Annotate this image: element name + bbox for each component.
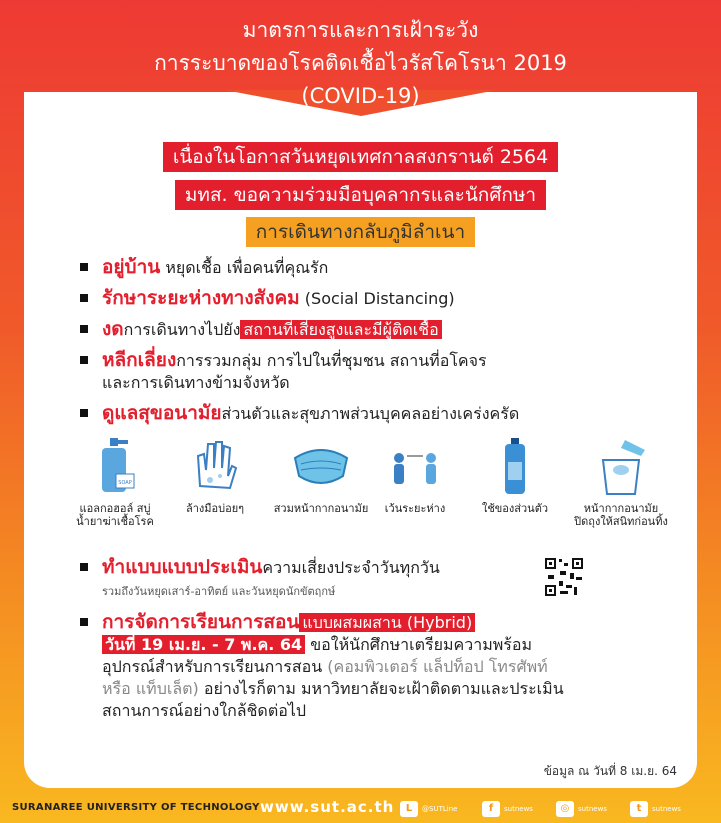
banner-cooperation: มทส. ขอความร่วมมือบุคลากรและนักศึกษา	[0, 180, 721, 210]
bin-icon: หน้ากากอนามัย ปิดถุงให้สนิทก่อนทิ้ง	[566, 436, 676, 528]
banner-travel-home: การเดินทางกลับภูมิลำเนา	[0, 217, 721, 247]
twitter-icon: t	[630, 801, 648, 817]
bottle-icon: ใช้ของส่วนตัว	[460, 436, 570, 515]
svg-text:SOAP: SOAP	[118, 480, 132, 486]
list-item: อยู่บ้าน หยุดเชื้อ เพื่อคนที่คุณรัก	[80, 256, 680, 279]
facebook-icon: f	[482, 801, 500, 817]
assessment-list	[80, 556, 680, 730]
instagram-icon: ◎	[556, 801, 574, 817]
mask-icon: สวมหน้ากากอนามัย	[266, 436, 376, 515]
title-line-1: มาตรการและการเฝ้าระวัง	[242, 18, 479, 42]
title-line-3: (COVID-19)	[301, 84, 420, 108]
instagram-link[interactable]: ◎ sutnews	[556, 800, 607, 818]
footer	[0, 796, 721, 823]
banner-songkran: เนื่องในโอกาสวันหยุดเทศกาลสงกรานต์ 2564	[0, 142, 721, 172]
distance-icon: เว้นระยะห่าง	[360, 436, 470, 515]
list-item: งดการเดินทางไปยัง สถานที่เสี่ยงสูงและมีผู้ติดเชื้อ	[80, 318, 680, 341]
info-date: ข้อมูล ณ วันที่ 8 เม.ย. 64	[543, 764, 677, 778]
hygiene-icons	[40, 436, 690, 546]
list-item: ทำแบบแบบประเมินความเสี่ยงประจำวันทุกวัน รวมถึงวันหยุดเสาร์-อาทิตย์ และวันหยุดนักขัตฤกษ์	[80, 556, 680, 603]
facebook-link[interactable]: f sutnews	[482, 800, 533, 818]
hand-wash-icon: ล้างมือบ่อยๆ	[160, 436, 270, 515]
page-title	[0, 14, 721, 113]
sanitizer-icon: SOAP แอลกอฮอล์ สบู่ น้ำยาฆ่าเชื้อโรค	[60, 436, 170, 528]
website-link[interactable]: www.sut.ac.th	[260, 798, 395, 816]
line-icon: L	[400, 801, 418, 817]
line-link[interactable]: L @SUTLine	[400, 800, 457, 818]
measure-list	[80, 256, 680, 433]
list-item: หลีกเลี่ยงการรวมกลุ่ม การไปในที่ชุมชน สถานที่อโคจร และการเดินทางข้ามจังหวัด	[80, 349, 680, 394]
list-item: การจัดการเรียนการสอน แบบผสมผสาน (Hybrid) วันที่ 19 เม.ย. - 7 พ.ค. 64 ขอให้นักศึกษาเตรียมความพร้อม อุปกรณ์สำหรับการเรียนการสอน (คอมพิวเตอร์ แล็ปท็อป โทรศัพท์ หรือ แท็บเล็ต) อย่างไรก็ตาม มหาวิทยาลัยจะเฝ้าติดตามและประเมิน สถานการณ์อย่างใกล้ชิดต่อไป	[80, 611, 680, 722]
twitter-link[interactable]: t sutnews	[630, 800, 681, 818]
university-name: SURANAREE UNIVERSITY OF TECHNOLOGY	[12, 802, 260, 813]
list-item: รักษาระยะห่างทางสังคม (Social Distancing)	[80, 287, 680, 310]
list-item: ดูแลสุขอนามัยส่วนตัวและสุขภาพส่วนบุคคลอย่างเคร่งครัด	[80, 402, 680, 425]
qr-code-icon[interactable]	[544, 557, 584, 597]
title-line-2: การระบาดของโรคติดเชื้อไวรัสโคโรนา 2019	[154, 51, 567, 75]
